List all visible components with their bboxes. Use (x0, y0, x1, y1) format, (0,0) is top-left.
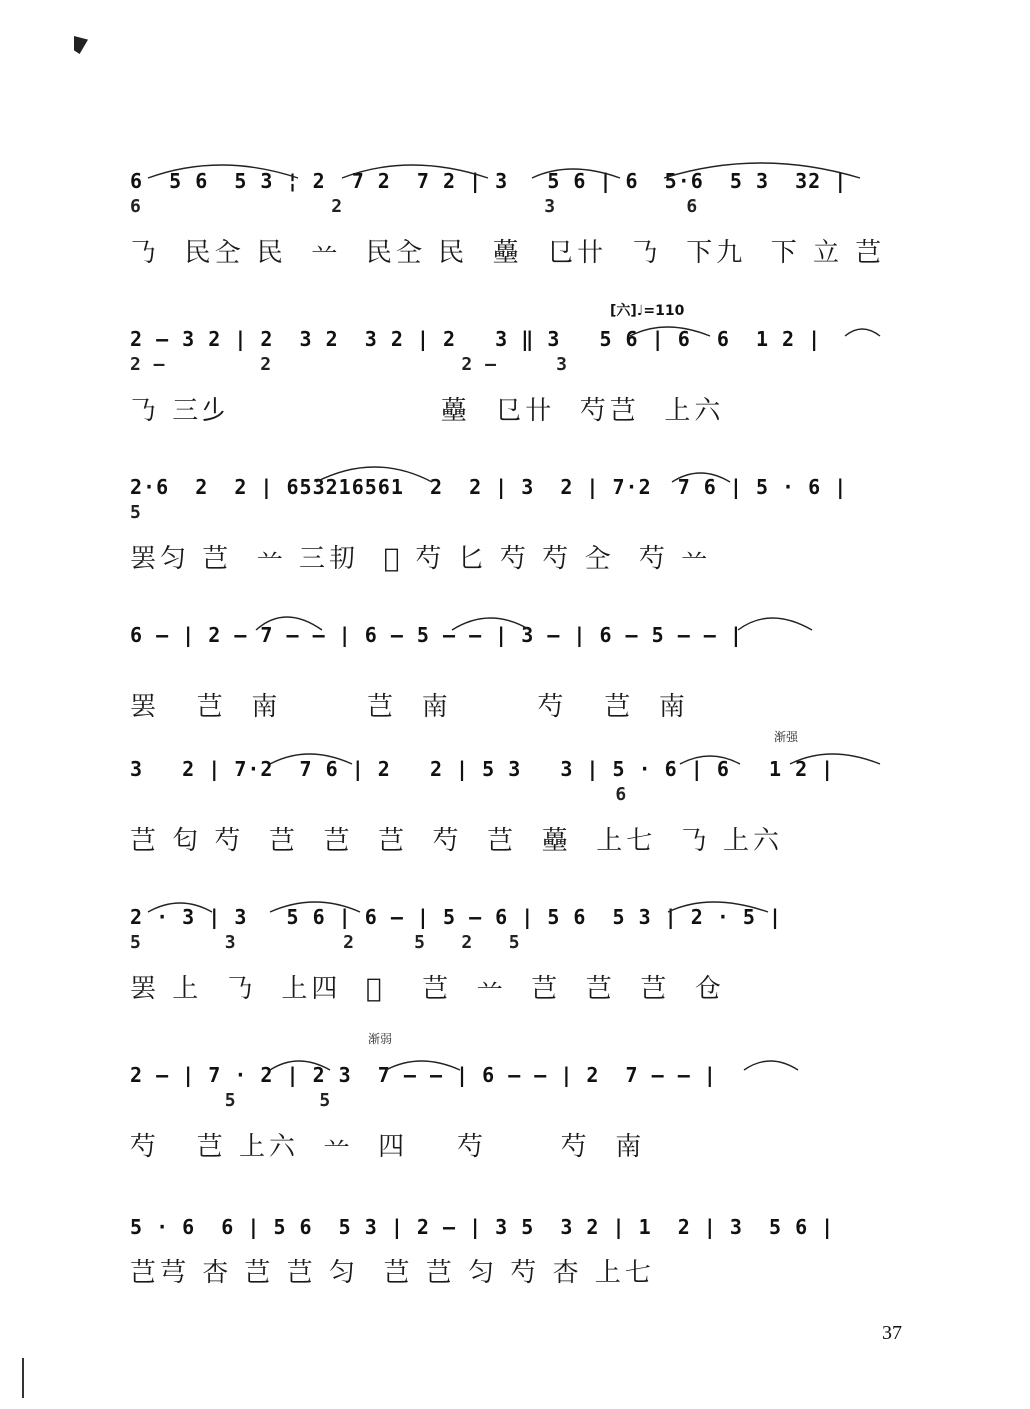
jianpu-lower-line: 5 (130, 502, 142, 523)
jianpu-lower-line: 2 – 2 2 – 3 (130, 354, 568, 375)
tempo-marker: [六]♩=110 (610, 303, 685, 319)
jianpu-line: 2·6 2 2 | 653216561 2 2 | 3 2 | 7·2 7 6 | 5 · 6 | (130, 475, 848, 499)
crescendo-marker: 渐强 (774, 730, 799, 744)
jianpu-lower-line: 6 2 3 6 (130, 196, 699, 217)
tablature-line: 罢 芑 南 芑 南 芍 芑 南 (130, 692, 689, 722)
corner-mark (74, 36, 88, 54)
tablature-line: 罢匀 芑 䒑 三㓞 𠃧 芍 匕 芍 芍 㒰 芍 䒑 (130, 544, 712, 574)
tablature-line: 𠄎 民㒰 民 䒑 民㒰 民 蘲 㔾卄 𠄎 下九 下 立 芑 (130, 238, 886, 268)
jianpu-line: 5 · 6 6 | 5 6 5 3 | 2 – | 3 5 3 2 | 1 2 | 3 5 6 | (130, 1215, 835, 1239)
tablature-line: 芑 匂 芍 芑 芑 芑 芍 芑 蘲 上七 𠄎 上六 (130, 826, 784, 856)
jianpu-line: 3 2 | 7·2 7 6 | 2 2 | 5 3 3 | 5 · 6 | 6 1 2 | (130, 757, 835, 781)
margin-rule (22, 1358, 24, 1398)
jianpu-line: 2 – 3 2 | 2 3 2 3 2 | 2 3 ‖ 3 5 6 | 6 6 1 2 | (130, 327, 822, 351)
tablature-line: 𠄎 三𣥂 蘲 㔾卄 芍芑 上六 (130, 396, 725, 426)
jianpu-lower-line: 5 3 2 5 2 5 (130, 932, 521, 953)
tablature-line: 芍 芑 上六 䒑 四 芍 芍 南 (130, 1132, 646, 1162)
jianpu-line: 2 · 3 | 3 5 6 | 6 – | 5 – 6 | 5 6 5 3 | 2 · 5 | (130, 905, 783, 929)
tablature-line: 罢 上 𠄎 上四 𠃧 芑 䒑 芑 芑 芑 仓 (130, 974, 725, 1004)
jianpu-lower-line: 5 5 (130, 1090, 332, 1111)
jianpu-line: 6 – | 2 – 7 – – | 6 – 5 – – | 3 – | 6 – 5 – – | (130, 623, 743, 647)
jianpu-line: 2 – | 7 · 2 | 2 3 7 – – | 6 – – | 2 7 – – | (130, 1063, 717, 1087)
page-number: 37 (882, 1322, 902, 1344)
tablature-line: 芑芎 杏 芑 芑 匀 芑 芑 匀 芍 杏 上七 (130, 1258, 655, 1288)
jianpu-line: 6 5 6 5 3 ¦ 2 7 2 7 2 | 3 5 6 | 6 5·6 5 3 32 | (130, 169, 848, 193)
jianpu-lower-line: 6 (130, 784, 628, 805)
diminuendo-marker: 渐弱 (368, 1032, 393, 1046)
